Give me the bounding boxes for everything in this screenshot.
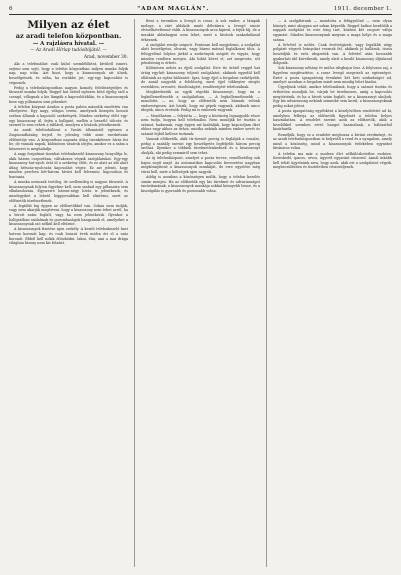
paragraph: A posta igazgatóság egyébként a közeljövőben rendeletet ad ki, amelyben felhívja az előfizetők figyelmét a telefon helyes használatára. A rendelet szerint azok az előfizetők, akik a kezelőkkel szemben sértő hangot használnak, a hálózatból kizárhatók.	[273, 108, 392, 132]
paragraph: Vannak előfizetők, akik tíz-tizenöt percig is foglalják a vonalat, pedig a szabály szerint egy beszélgetés legfeljebb három percig tarthat. Ilyenkor a többiek türelmetlenkednek és a kisasszonyt okolják, aki pedig semmiről sem tehet.	[141, 137, 260, 155]
publication-name: "ADAM MAGLÁN".	[137, 6, 210, 12]
article-columns	[9, 19, 392, 567]
article-dateline: Arad, november 30.	[83, 55, 128, 60]
article-title: Milyen az élet	[27, 19, 110, 31]
page-number: 6	[9, 6, 13, 12]
paragraph: Pedig a telefonközpontban nagyon komoly, felelősségteljes és fárasztó munka folyik. Reggel hat órától egészen késő éjjelig szól a csengő, villognak a kis lámpák a kapcsolótáblán, és a kisasszonyok keze egy pillanatra sem pihenhet.	[9, 85, 128, 104]
paragraph: — Mondhatom — folytatta —, hogy a közönség legnagyobb része nem tudja, hogyan kell telefonálni. Nem mondják be tisztán a számot, hadarnak, vagy éppen azt kiabálják, hogy kapcsoljam őket ehhez vagy ahhoz az úrhoz, mintha nekünk minden ember nevét és számát fejből kellene tudnunk.	[141, 113, 260, 136]
column-1	[9, 19, 128, 567]
paragraph: A szolgálat rendje szigorú. Pontosan kell megjelenni, a szolgálat alatt beszélgetni, olvasni, vagy bármi mással foglalkozni tilos. A felügyelőnő folyton járkál a szekrények mögött és vigyáz, hogy minden rendben menjen. Aki hibát követ el, azt megrovás, sőt pénzbírság is érheti.	[141, 42, 260, 66]
paragraph: Az új telefonközpont, amelyet a posta tervez, remélhetőleg sok bajon segít majd. Az automatikus kapcsolás bevezetése nagyban megkönnyítené a kisasszonyok munkáját, de erre egyelőre még várni kell, mert a költségek igen nagyok.	[141, 156, 260, 174]
page-header	[9, 6, 392, 15]
issue-date: 1911. december 1.	[333, 6, 392, 12]
paragraph: A felvétel is nehéz. Csak érettségizett, vagy legalább négy polgárit végzett leányokat vesznek fel, akiknek jó hallásuk, tiszta beszédjük és erős idegzetük van. A felvétel után hosszabb gyakorlati idő következik, amely alatt a kezdő kisasszony díjtalanul dolgozik.	[273, 42, 392, 66]
paragraph: A telefon ma már a modern élet nélkülözhetetlen eszköze. Kereskedő, iparos, orvos, ügyvéd egyaránt rászorul. Annál inkább kell tehát ügyelnünk arra, hogy azok, akik ezt a szolgálatot végzik, megbecsülésben és tiszteletben részesüljenek.	[273, 151, 392, 170]
paragraph: A nagy forgalmat tizenhat telefonkezelő kisasszony bonyolítja le, akik három csoportban, váltakozva végzik szolgálatukat. Egy-egy kisasszony hat-nyolc órát ül a szekrény előtt, és ez alatt az idő alatt átlag hétszáz-nyolcszáz kapcsolást végez. Ez azt jelenti, hogy minden percben két-három hívást kell felvennie, kapcsolnia és bontania.	[9, 151, 128, 179]
paragraph: Sok kisasszony néhány év múlva idegbajos lesz. A folytonos zaj, a figyelem megfeszítése, a rossz levegő megviseli az egészséget. Ezért a posta igazgatóság évenként két heti szabadságot ad, amelyet azonban a forgalom miatt nem mindig lehet kiadni.	[273, 66, 392, 85]
column-2-text	[141, 19, 260, 194]
paragraph: Az aradi telefonhálózat a Vasúti állomástól egészen a Zsigmondházáig terjed, és jelenleg több mint ezerkétszáz előfizetője van. A központban naponta átlag tizenkétezer hívás fut be, de vannak napok, különösen vásárok idején, amikor ez a szám a húszezret is meghaladja.	[9, 128, 128, 151]
paragraph: A munka nemcsak testileg, de szellemileg is nagyon fárasztó. A kisasszonynak folyton figyelnie kell, nem szabad egy pillanatra sem elkalandoznia. Egyszerre három-négy hívás is jelentkezik, és mindegyiket a lehető leggyorsabban kell elintézni, mert az előfizetők türelmetlenek.	[9, 180, 128, 203]
column-3	[266, 19, 392, 567]
article-subtitle: — A rajzlásra hívatal. —	[32, 41, 105, 47]
paragraph: A kisasszonyok fizetése igen csekély. A kezdő telefonkezelő havi hatvan koronát kap, és csak hosszú évek múlva éri el a száz koronát. Ebből kell nekik öltözködni, lakni, élni, ami a mai drága világban bizony nem kis feladat.	[9, 227, 128, 246]
paragraph: Reméljük, hogy ez a rendelet meghozza a kívánt eredményt, és az aradi telefonközpontban is helyreáll a rend és a nyugalom, amely mind a közönség, mind a kisasszonyok érdekében egyaránt kívánatos volna.	[273, 132, 392, 151]
paragraph: A telefon központ Aradon a posta palota második emeletén van elhelyezve. Egy nagy, világos terem, amelynek közepén hosszú sorban állanak a kapcsoló szekrények. Minden szekrény előtt egy-egy kisasszony ül, fején a hallgató, mellén a beszélő tölcsér, és szemét le sem veheti a tábláról, amelyen a hívások jelentkeznek.	[9, 104, 128, 128]
article-title-line2: az aradi telefon központban.	[15, 32, 122, 40]
article-byline: — Az Aradi Hírlap tudósítójától. —	[30, 48, 107, 53]
paragraph: Különösen nehéz az éjjeli szolgálat. Este tíz órától reggel hat óráig egy-két kisasszony teljesít szolgálatot, akiknek egyedül kell ellátniuk az egész hálózatot. Igaz, hogy éjjel a forgalom csekélyebb, de annál nagyobb a felelősség, mert éjjel többnyire sürgős esetekben, orvosért, tűzoltóságért, rendőrségért telefonálnak.	[141, 66, 260, 89]
column-3-text	[273, 19, 392, 170]
paragraph: A legtöbb baj éppen az előfizetőkkel van. Sokan nem tudják, vagy nem akarják megérteni, hogy a kisasszony nem tehet arról, ha a hívott szám foglalt, vagy ha nem jelentkezik. Ilyenkor a hallgatóban szidalmak és gorombaságok hangzanak el, amelyeket a kisasszonynak szó nélkül kell eltűrnie.	[9, 203, 128, 227]
paragraph: Bent a teremben a levegő is rossz. A sok ember, a lámpák melege, a zárt ablakok miatt délutánra a levegő szinte elviselhetetlenné válik. A kisasszonyok arca kipirul, a fejük fáj, de a munkát abbahagyni nem lehet, mert a hívások szakadatlanul érkeznek.	[141, 19, 260, 42]
paragraph: Aki a telefonálást csak külső szemlélőként, kívülről ismeri, sejteni sem sejti, hogy a telefon központban milyen munka folyik nap, nap után. Azt hiszi, hogy a kisasszonyok ott ülnek, beszélgetnek, és néha, ha eszükbe jut, egy-egy kapcsolást is végeznek.	[9, 62, 128, 85]
paragraph: Megkérdeztük az egyik régebbi kisasszonyt, hogy mi a legkellemetlenebb a szolgálatban. — A legkellemetlenebb — mondotta — az, hogy az előfizetők nem bánnak velünk emberségesen. Azt hiszik, hogy mi gépek vagyunk, akiknek nincs idegük, nincs érzésük. Pedig mi is emberek vagyunk.	[141, 89, 260, 113]
paragraph: Ügyeljünk tehát, amikor telefonálunk, hogy a számot tisztán és érthetően mondjuk be, várjuk be türelmesen, amíg a kapcsolás megtörténik, és ha a hívott szám foglalt, ne a kisasszonyt okoljuk. Egy kis udvariasság nekünk semmibe sem kerül, a kisasszonyoknak pedig sokat jelent.	[273, 85, 392, 108]
paragraph: Addig is azonban a közönségen múlik, hogy a telefon kezelés simán menjen. Ha az előfizetők egy kis türelmet és udvariasságot tanúsítanának, a kisasszonyok munkája sokkal könnyebb lenne, és a kiszolgálás is gyorsabb és pontosabb volna.	[141, 175, 260, 193]
paragraph: — A szolgálatunk — mondotta a felügyelőnő — nem olyan könnyű, mint ahogyan azt sokan képzelik. Reggel hatkor kezdődik a nappali szolgálat és este tízig tart, közben két csoport váltja egymást. Minden kisasszonynak megvan a maga helye és a maga száma.	[273, 19, 392, 42]
column-2	[134, 19, 260, 567]
column-1-text	[9, 62, 128, 246]
